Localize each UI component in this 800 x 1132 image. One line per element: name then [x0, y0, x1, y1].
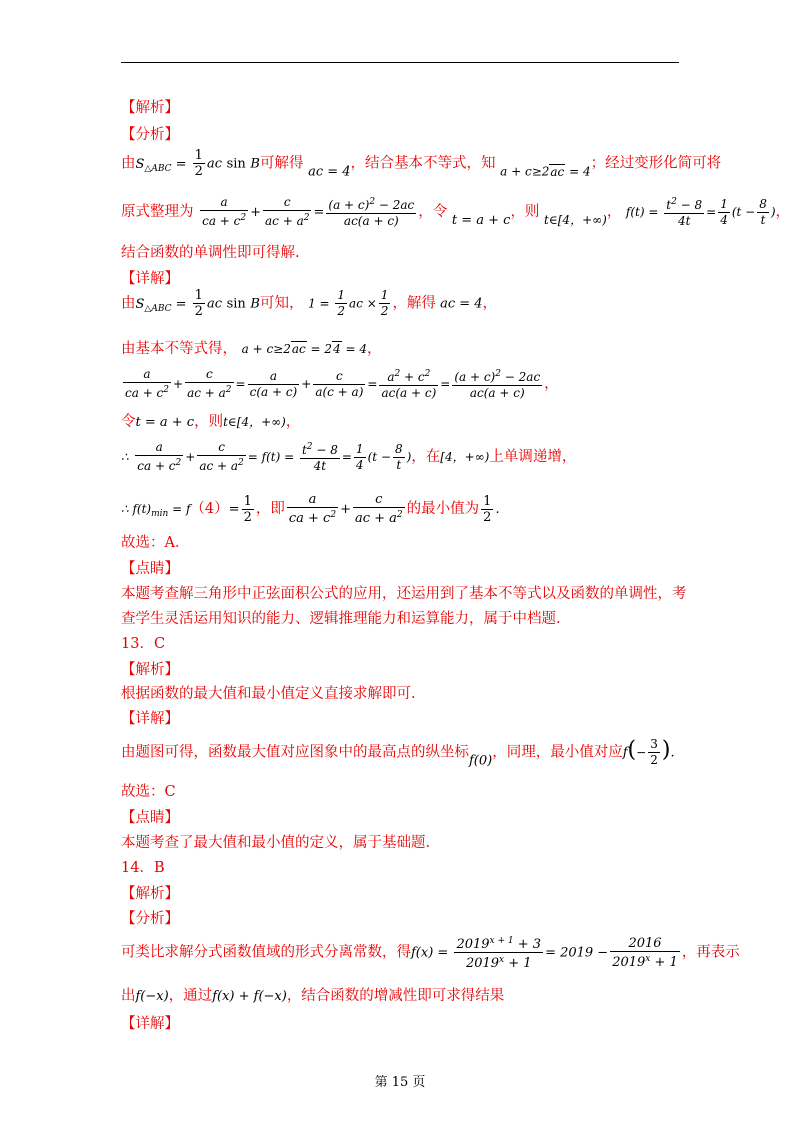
detail-line-5: ∴ $\frac{a}{ca + c^2}$ + $\frac{c}{ac + a^2}$ = f(t) = $\frac{t^2 - 8}{4t}$ = $\frac{1}{4}$ (t − $\frac{8}{t}$ )，在[4，+∞)上单调递增， [121, 440, 577, 473]
label-xiangjie: 【详解】 [121, 271, 179, 287]
label-jiexi: 【解析】 [121, 100, 179, 116]
question-13-header: 13．C [121, 636, 166, 652]
label-jiexi-13: 【解析】 [121, 662, 179, 678]
comment-12-line-2: 查学生灵活运用知识的能力、逻辑推理能力和运算能力，属于中档题. [121, 611, 561, 627]
question-14-header: 14．B [121, 860, 165, 876]
detail-line-3: $\frac{a}{ca + c^2}$ + $\frac{c}{ac + a^2}$ = $\frac{a}{c(a + c)}$ + $\frac{c}{a(c + a)}$ = $\frac{a^2 + c^2}{ac(a + c)}$ = $\frac{(a + c)^2 - 2ac}{ac(a + c)}$ ， [125, 367, 559, 400]
answer-12: 故选：A． [121, 535, 190, 551]
label-dianjing-13: 【点睛】 [121, 810, 179, 826]
analysis-14-line-2: 出f(−x)，通过f(x) + f(−x)，结合函数的增减性即可求得结果 [121, 988, 505, 1004]
analysis-14-line-1: 可类比求解分式函数值域的形式分离常数，得f(x) = $\frac{2019^{x + 1} + 3}{2019^x + 1}$ = 2019 − $\frac{2016}{2019^x + 1}$ ，再表示 [121, 935, 740, 971]
label-jiexi-14: 【解析】 [121, 886, 179, 902]
label-fenxi: 【分析】 [121, 127, 179, 143]
detail-line-4: 令t = a + c，则t∈[4，+∞)， [121, 414, 301, 430]
label-xiangjie-13: 【详解】 [121, 711, 179, 727]
detail-line-1: 由$S_{\triangle ABC}$ = $\frac{1}{2}$ ac sin B可知， 1 = $\frac{1}{2}$ ac × $\frac{1}{2}$ ，解得 ac = 4， [121, 288, 498, 319]
analysis-line-3: 结合函数的单调性即可得解. [121, 245, 300, 261]
detail-13: 由题图可得，函数最大值对应图象中的最高点的纵坐标f(0)，同理，最小值对应f(− $\frac{3}{2}$ ). [121, 737, 675, 769]
label-xiangjie-14: 【详解】 [121, 1016, 179, 1032]
label-dianjing-12: 【点睛】 [121, 561, 179, 577]
header-rule [121, 62, 679, 63]
analysis-line-1: 由$S_{\triangle ABC}$ = $\frac{1}{2}$ ac sin B可解得 ac = 4，结合基本不等式，知 $_{a + c\ge 2ac = 4}$；经过变形化简可将 [121, 148, 722, 180]
comment-12-line-1: 本题考查解三角形中正弦面积公式的应用，还运用到了基本不等式以及函数的单调性，考 [121, 586, 687, 602]
answer-13: 故选：C [121, 784, 176, 800]
analysis-line-2: 原式整理为 $\frac{a}{ca + c^2}$ + $\frac{c}{ac + a^2}$ = $\frac{(a + c)^2 - 2ac}{ac(a + c)}$ ，令 t = a + c，则 $_{t\in[4,+\infty)}$， f(t) = $\frac{t^2 - 8}{4t}$ = $\frac{1}{4}$ (t − $\frac{8}{t}$ )， [121, 195, 791, 228]
label-fenxi-14: 【分析】 [121, 911, 179, 927]
detail-line-2: 由基本不等式得， a + c≥2ac = 24 = 4， [121, 341, 382, 357]
analysis-13: 根据函数的最大值和最小值定义直接求解即可. [121, 686, 416, 702]
page-number: 第 15 页 [374, 1075, 426, 1090]
comment-13: 本题考查了最大值和最小值的定义，属于基础题. [121, 835, 431, 851]
detail-line-6: ∴ $f(t)_{min} = f(4)=$ $\frac{1}{2}$ ，即 $\frac{a}{ca + c^2}$ + $\frac{c}{ac + a^2}$ 的最小值为 $\frac{1}{2}$ . [121, 492, 500, 526]
